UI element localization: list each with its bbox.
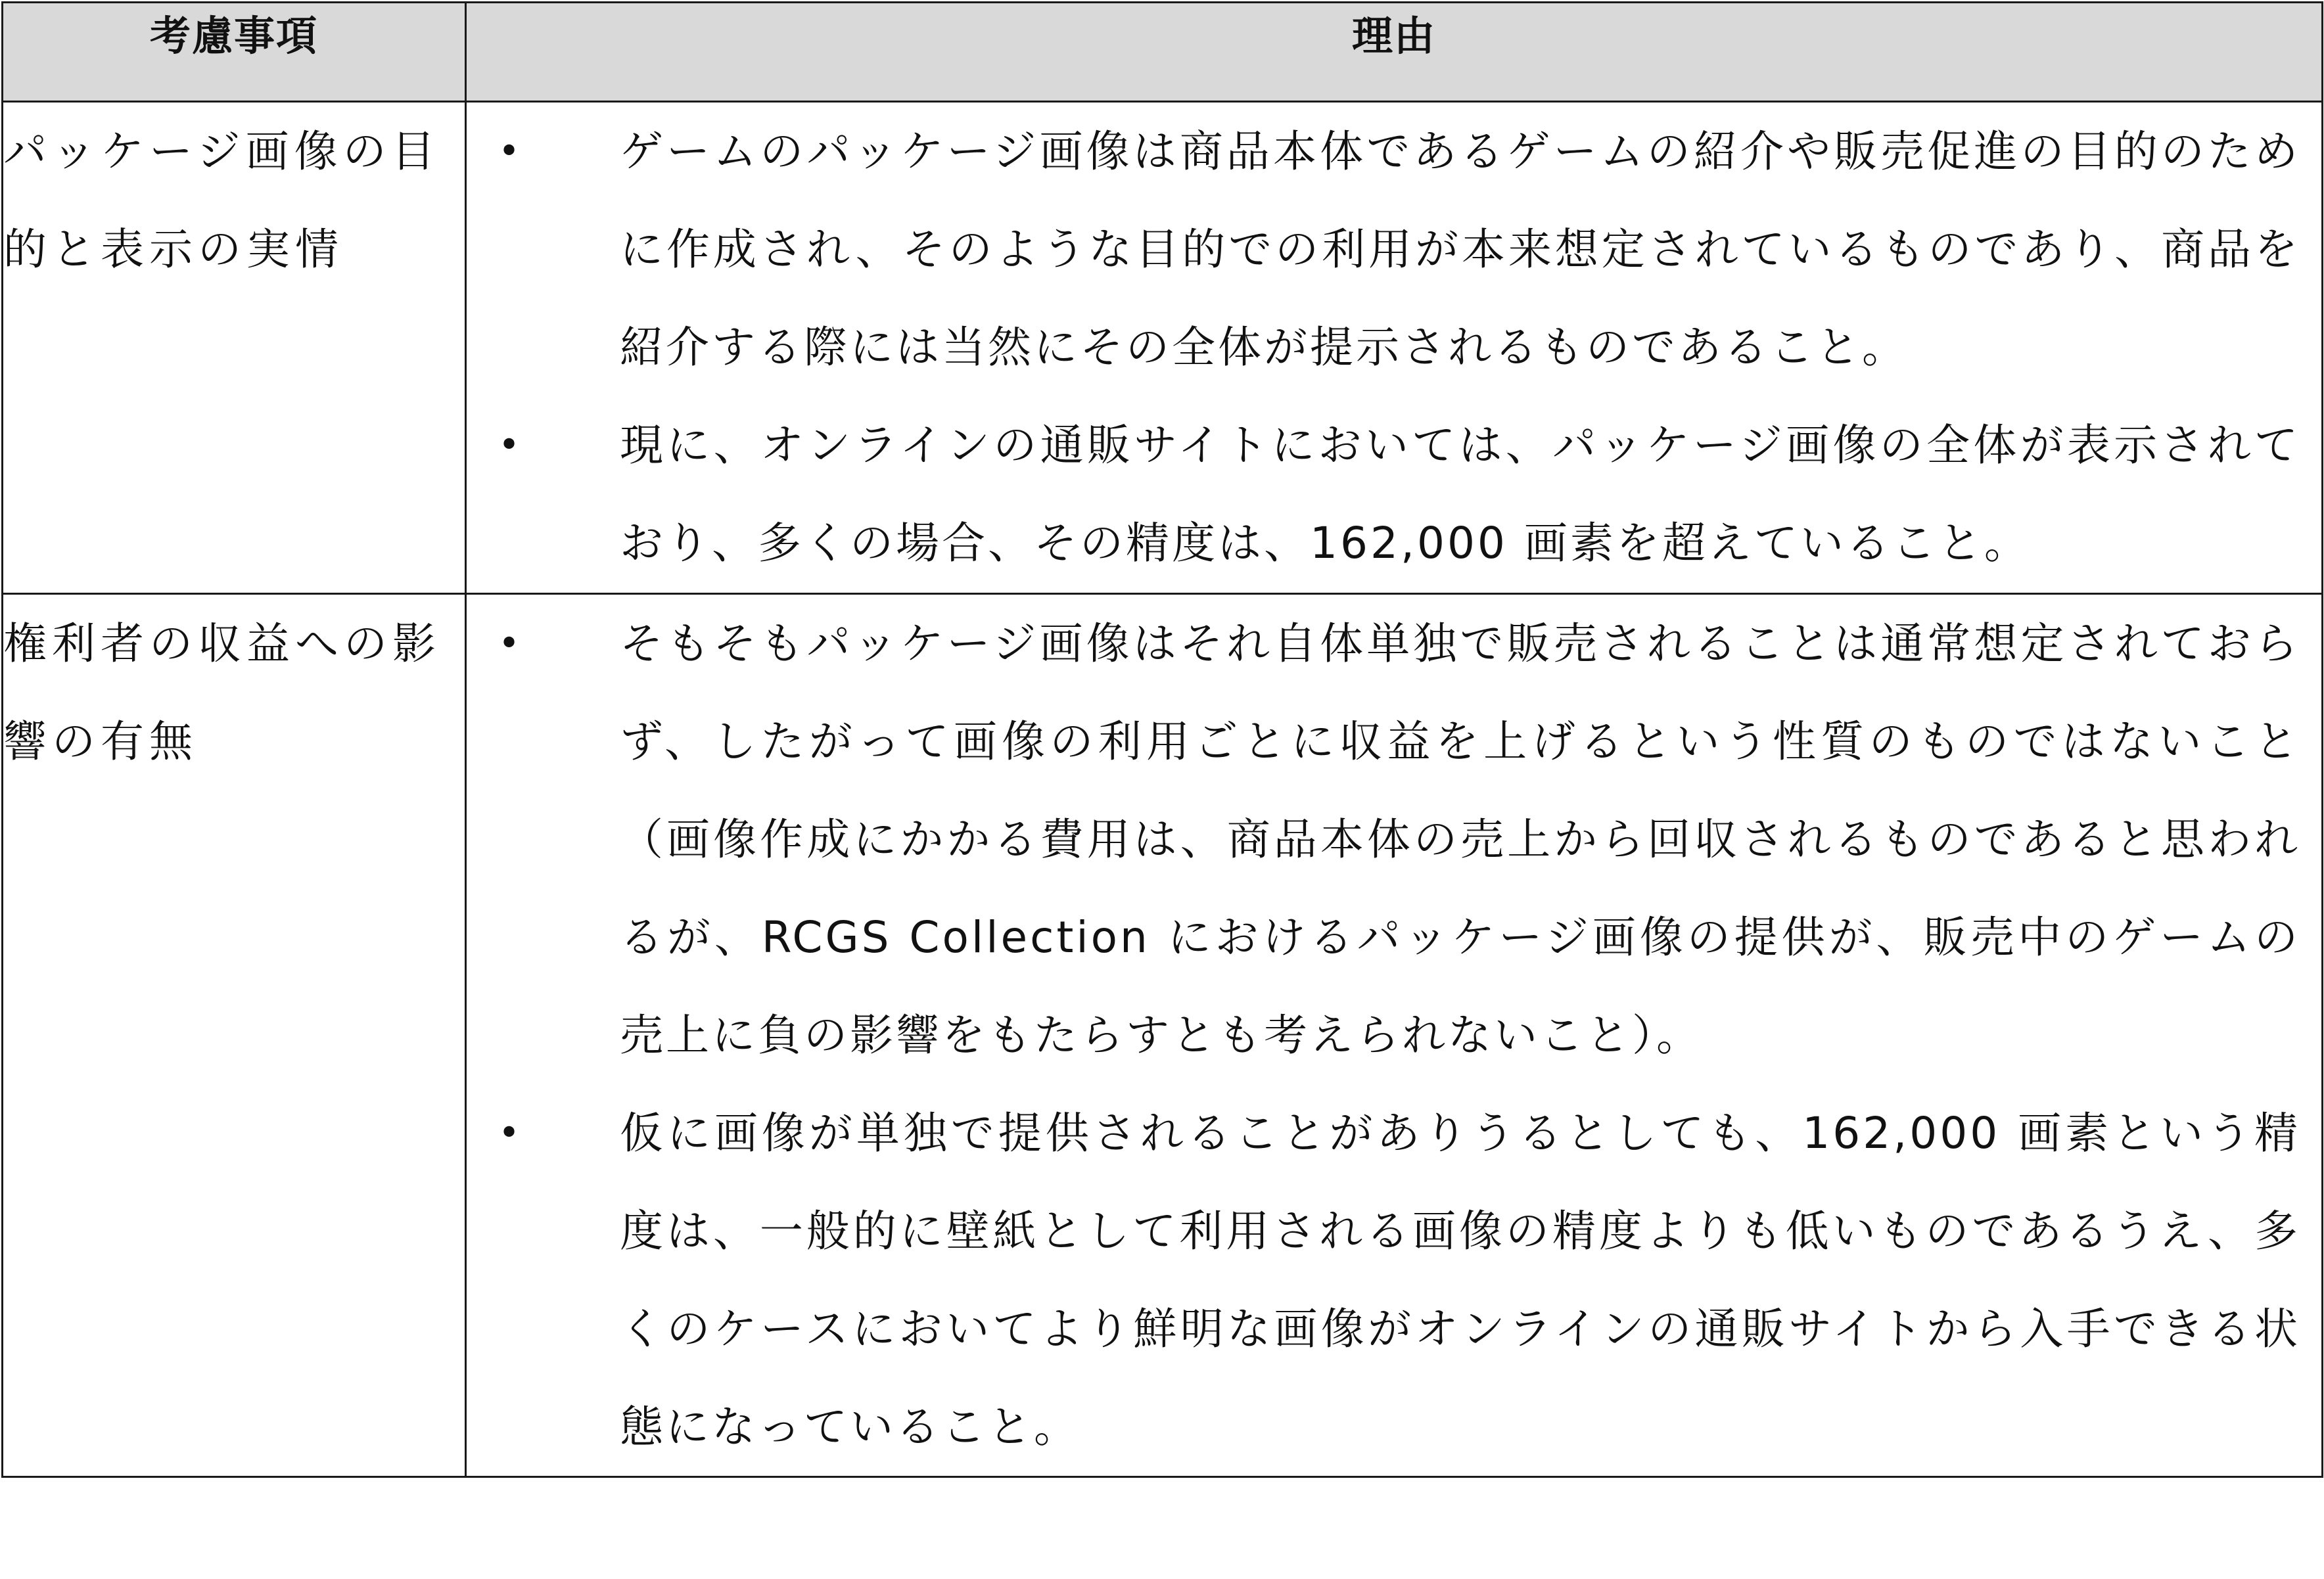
bullet-icon: • [498, 1112, 523, 1155]
considerations-table [1, 1, 2323, 1478]
reason-item [467, 1084, 2321, 1476]
table-row [3, 594, 2323, 1477]
header-reason: 理由 [466, 3, 2323, 102]
reason-text: 現に、オンラインの通販サイトにおいては、パッケージ画像の全体が表示されており、多くの場合、その精度は、162,000 画素を超えていること。 [620, 420, 2300, 568]
consideration-label: パッケージ画像の目的と表示の実情 [3, 102, 466, 594]
reason-text: 仮に画像が単独で提供されることがありうるとしても、162,000 画素という精度は、一般的に壁紙として利用される画像の精度よりも低いものであるうえ、多くのケースにおいてより鮮明な画像がオンラインの通販サイトから入手できる状態になっていること。 [620, 1108, 2300, 1452]
table-header-row [3, 3, 2323, 102]
reason-cell [466, 102, 2323, 594]
reason-list [467, 103, 2321, 592]
reason-text: そもそもパッケージ画像はそれ自体単独で販売されることは通常想定されておらず、したがって画像の利用ごとに収益を上げるという性質のものではないこと（画像作成にかかる費用は、商品本体の売上から回収されるものであると思われるが、RCGS Collection におけるパッケージ画像の提供が、販売中のゲームの売上に負の影響をもたらすとも考えられないこと）。 [620, 618, 2300, 1061]
bullet-icon: • [498, 130, 523, 173]
table-row [3, 102, 2323, 594]
consideration-label: 権利者の収益への影響の有無 [3, 594, 466, 1477]
reason-item [467, 595, 2321, 1084]
reason-item [467, 103, 2321, 396]
bullet-icon: • [498, 424, 523, 467]
reason-item [467, 396, 2321, 592]
header-consideration: 考慮事項 [3, 3, 466, 102]
reason-cell [466, 594, 2323, 1477]
reason-list [467, 595, 2321, 1476]
reason-text: ゲームのパッケージ画像は商品本体であるゲームの紹介や販売促進の目的のために作成され、そのような目的での利用が本来想定されているものであり、商品を紹介する際には当然にその全体が提示されるものであること。 [620, 126, 2300, 373]
bullet-icon: • [498, 622, 523, 665]
